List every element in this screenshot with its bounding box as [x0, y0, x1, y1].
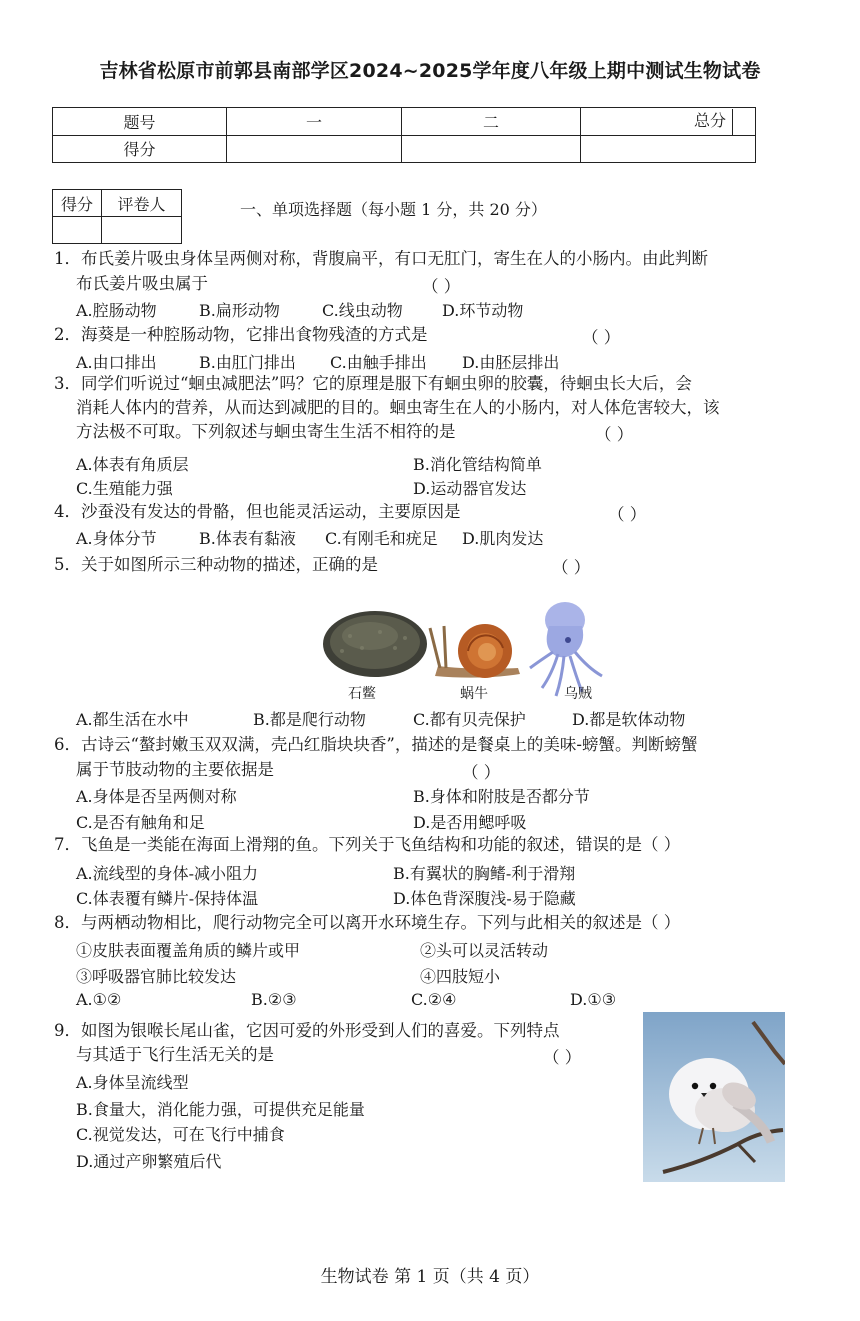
score-cell	[581, 108, 756, 136]
option-b: B.身体和附肢是否都分节	[413, 787, 590, 806]
question-4-text: 4．沙蚕没有发达的骨骼，但也能灵活运动，主要原因是	[54, 502, 461, 521]
option-c: C.生殖能力强	[76, 479, 173, 498]
option-a: A.身体呈流线型	[76, 1073, 189, 1092]
option-a: A.身体分节	[76, 529, 157, 548]
statement-3: ③呼吸器官肺比较发达	[76, 967, 237, 986]
option-d: D.由胚层排出	[462, 353, 560, 372]
figure-label-chiton: 石鳖	[348, 686, 376, 702]
option-a: A.①②	[76, 990, 122, 1009]
grader-name-cell	[102, 217, 182, 244]
option-a: A.流线型的身体-减小阻力	[76, 864, 259, 883]
option-c: C.有刚毛和疣足	[325, 529, 438, 548]
page-footer: 生物试卷 第 1 页（共 4 页）	[320, 1267, 540, 1287]
score-table	[52, 107, 756, 163]
figure-label-snail: 蜗牛	[460, 686, 488, 702]
option-a: A.由口排出	[76, 353, 157, 372]
option-c: C.都有贝壳保护	[413, 710, 526, 729]
option-d: D.肌肉发达	[462, 529, 544, 548]
option-c: C.②④	[411, 990, 457, 1009]
grader-name-label: 评卷人	[102, 190, 182, 217]
option-c: C.是否有触角和足	[76, 813, 205, 832]
option-c: C.线虫动物	[322, 301, 403, 320]
question-8-text: 8．与两栖动物相比，爬行动物完全可以离开水环境生存。下列与此相关的叙述是（ ）	[54, 913, 681, 932]
question-9-text-cont: 与其适于飞行生活无关的是	[76, 1045, 274, 1064]
answer-paren: （ ）	[582, 328, 621, 347]
answer-paren: （ ）	[552, 558, 591, 577]
bird-illustration	[643, 1012, 785, 1182]
score-table-row	[53, 108, 756, 136]
score-table-row	[53, 135, 756, 162]
statement-2: ②头可以灵活转动	[420, 941, 549, 960]
section-heading: 一、单项选择题（每小题 1 分，共 20 分）	[240, 200, 547, 219]
option-a: A.都生活在水中	[76, 710, 189, 729]
answer-paren: （ ）	[422, 277, 461, 296]
question-1-text: 1．布氏姜片吸虫身体呈两侧对称，背腹扁平，有口无肛门，寄生在人的小肠内。由此判断	[54, 249, 708, 268]
total-label: 总分	[693, 111, 726, 130]
option-d: D.都是软体动物	[572, 710, 686, 729]
question-3-text-cont: 消耗人体内的营养，从而达到减肥的目的。蛔虫寄生在人的小肠内，对人体危害较大，该	[76, 398, 720, 417]
question-1-text-cont: 布氏姜片吸虫属于	[76, 274, 208, 293]
option-b: B.体表有黏液	[199, 529, 296, 548]
score-cell: 得分	[53, 135, 227, 162]
option-b: B.消化管结构简单	[413, 455, 542, 474]
option-d: D.环节动物	[442, 301, 524, 320]
statement-4: ④四肢短小	[420, 967, 501, 986]
option-a: A.腔肠动物	[76, 301, 157, 320]
question-5-text: 5．关于如图所示三种动物的描述，正确的是	[54, 555, 378, 574]
long-tailed-tit-photo	[643, 1012, 785, 1182]
option-c: C.体表覆有鳞片-保持体温	[76, 889, 259, 908]
grader-score-cell	[53, 217, 102, 244]
question-3-text: 3．同学们听说过“蛔虫减肥法”吗？它的原理是服下有蛔虫卵的胶囊，待蛔虫长大后，会	[54, 374, 692, 393]
option-d: D.通过产卵繁殖后代	[76, 1152, 222, 1171]
option-b: B.都是爬行动物	[253, 710, 366, 729]
option-d: D.运动器官发达	[413, 479, 527, 498]
option-b: B.有翼状的胸鳍-利于滑翔	[393, 864, 576, 883]
figure-label-squid: 乌贼	[564, 686, 592, 702]
option-c: C.视觉发达，可在飞行中捕食	[76, 1125, 285, 1144]
question-9-text: 9．如图为银喉长尾山雀，它因可爱的外形受到人们的喜爱。下列特点	[54, 1021, 560, 1040]
score-cell	[581, 135, 756, 162]
question-7-text: 7．飞鱼是一类能在海面上滑翔的鱼。下列关于飞鱼结构和功能的叙述，错误的是（ ）	[54, 835, 681, 854]
question-6-text-cont: 属于节肢动物的主要依据是	[76, 760, 274, 779]
question-2-text: 2．海葵是一种腔肠动物，它排出食物残渣的方式是	[54, 325, 428, 344]
answer-paren: （ ）	[462, 763, 501, 782]
option-b: B.由肛门排出	[199, 353, 296, 372]
grader-table	[52, 189, 182, 244]
score-cell	[402, 135, 581, 162]
option-b: B.②③	[251, 990, 297, 1009]
question-3-text-cont: 方法极不可取。下列叙述与蛔虫寄生生活不相符的是	[76, 422, 456, 441]
option-b: B.食量大，消化能力强，可提供充足能量	[76, 1100, 365, 1119]
answer-paren: （ ）	[608, 505, 647, 524]
option-a: A.身体是否呈两侧对称	[76, 787, 237, 806]
grader-score-label: 得分	[53, 190, 102, 217]
exam-title: 吉林省松原市前郭县南部学区2024~2025学年度八年级上期中测试生物试卷	[99, 60, 761, 82]
score-cell: 二	[402, 108, 581, 136]
answer-paren: （ ）	[595, 425, 634, 444]
score-cell: 题号	[53, 108, 227, 136]
option-d: D.是否用鳃呼吸	[413, 813, 527, 832]
score-cell	[227, 135, 402, 162]
answer-paren: （ ）	[543, 1048, 582, 1067]
option-b: B.扁形动物	[199, 301, 280, 320]
option-a: A.体表有角质层	[76, 455, 189, 474]
score-cell: 一	[227, 108, 402, 136]
option-d: D.体色背深腹浅-易于隐藏	[393, 889, 576, 908]
option-d: D.①③	[570, 990, 617, 1009]
statement-1: ①皮肤表面覆盖角质的鳞片或甲	[76, 941, 301, 960]
option-c: C.由触手排出	[330, 353, 427, 372]
question-6-text: 6．古诗云“螯封嫩玉双双满，壳凸红脂块块香”，描述的是餐桌上的美味-螃蟹。判断螃蟹	[54, 735, 698, 754]
